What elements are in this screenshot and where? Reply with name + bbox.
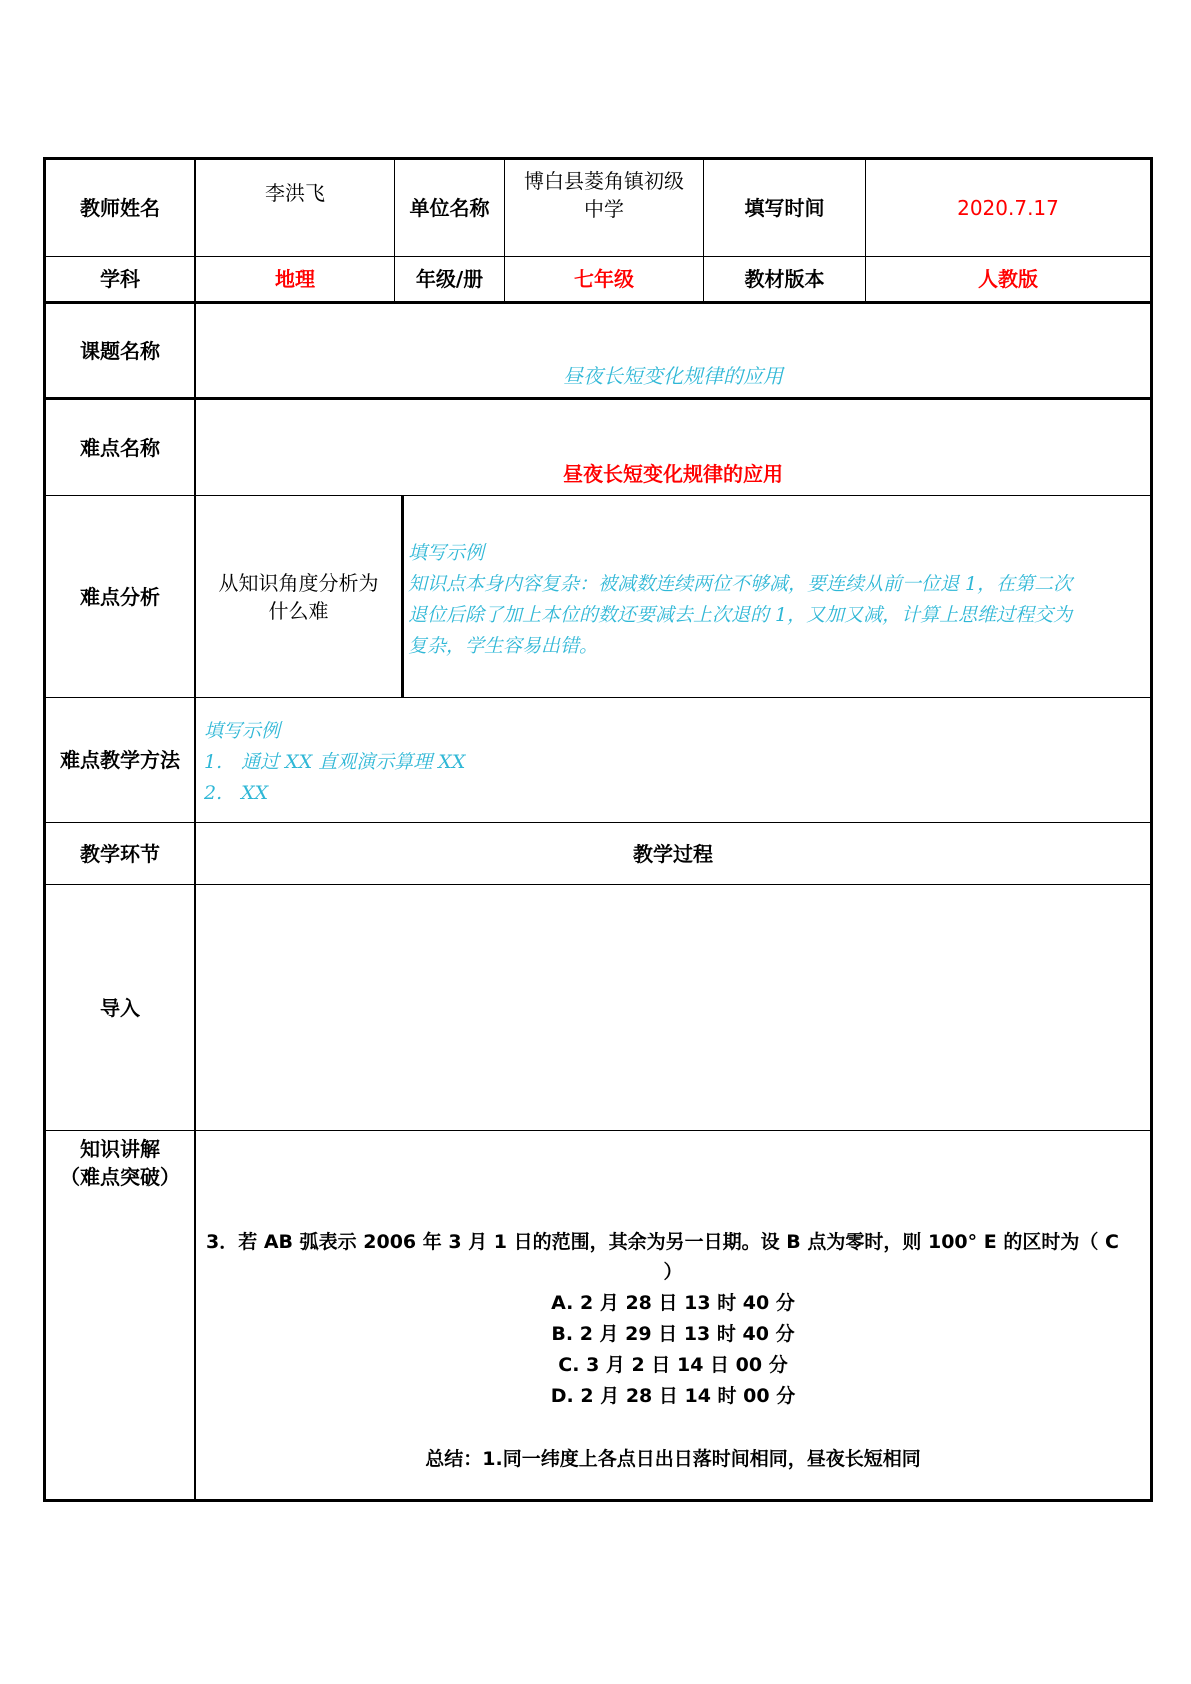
intro-label: 导入	[100, 995, 140, 1020]
analysis-label: 难点分析	[80, 584, 160, 609]
intro-content	[196, 885, 1150, 1130]
method-label: 难点教学方法	[60, 748, 180, 772]
difficulty-value: 昼夜长短变化规律的应用	[563, 462, 783, 486]
method-item-2: 2. XX	[204, 782, 269, 804]
fill-date-label: 填写时间	[744, 196, 825, 220]
teacher-name-label: 教师姓名	[80, 196, 160, 220]
lesson-plan-table	[43, 157, 1153, 1502]
subject-label: 学科	[100, 267, 140, 291]
option-c: C. 3 月 2 日 14 日 00 分	[558, 1354, 788, 1376]
method-item-1: 1. 通过 XX 直观演示算理 XX	[204, 751, 466, 773]
subject-value: 地理	[275, 267, 315, 291]
edition-value: 人教版	[978, 267, 1038, 291]
unit-name-value: 博白县菱角镇初级 中学	[524, 169, 684, 221]
analysis-example-title: 填写示例	[408, 542, 485, 564]
analysis-sub-label: 从知识角度分析为 什么难	[218, 570, 379, 623]
knowledge-label: 知识讲解 （难点突破）	[60, 1137, 180, 1189]
topic-label: 课题名称	[80, 338, 160, 363]
difficulty-label: 难点名称	[80, 435, 160, 460]
summary: 总结：1.同一纬度上各点日出日落时间相同，昼夜长短相同	[425, 1448, 921, 1470]
method-example-title: 填写示例	[204, 720, 281, 742]
option-d: D. 2 月 28 日 14 时 00 分	[550, 1385, 796, 1407]
option-b: B. 2 月 29 日 13 时 40 分	[551, 1323, 795, 1345]
process-header-value: 教学过程	[633, 841, 713, 866]
fill-date-value: 2020.7.17	[957, 196, 1059, 220]
option-a: A. 2 月 28 日 13 时 40 分	[551, 1292, 795, 1314]
method-example	[204, 716, 1104, 816]
edition-label: 教材版本	[744, 267, 825, 291]
question-line-1: 3．若 AB 弧表示 2006 年 3 月 1 日的范围，其余为另一日期。设 B 点为零时，则 100° E 的区时为（ C	[206, 1231, 1119, 1253]
teacher-name-value: 李洪飞	[265, 181, 325, 205]
unit-name-label: 单位名称	[409, 196, 490, 220]
process-step-label: 教学环节	[80, 841, 160, 866]
grade-value: 七年级	[574, 267, 634, 291]
grade-label: 年级/册	[415, 267, 484, 291]
question-line-2: ）	[663, 1261, 683, 1283]
analysis-example: 填写示例 知识点本身内容复杂：被减数连续两位不够减，要连续从前一位退 1，在第二次 退位后除了加上本位的数还要减去上次退的 1，又加又减，计算上思维过程交为 复杂，学生容易出错。	[408, 538, 1148, 688]
topic-value: 昼夜长短变化规律的应用	[563, 364, 783, 388]
